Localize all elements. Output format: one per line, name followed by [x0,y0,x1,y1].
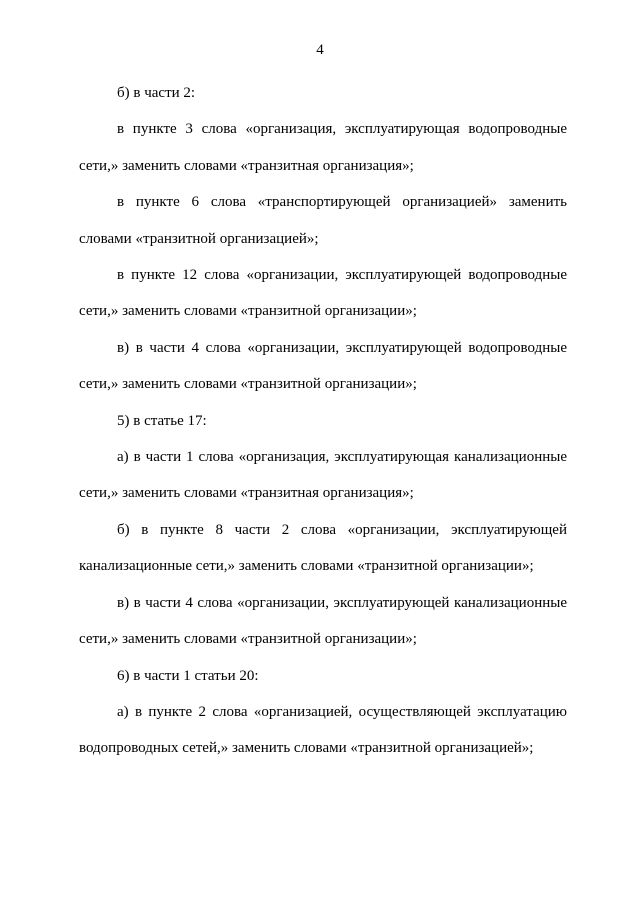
paragraph-item-12: в пункте 12 слова «организации, эксплуатирующей водопроводные сети,» заменить словами «транзитной организации»; [79,267,567,320]
paragraph-article-17-part-1: а) в части 1 слова «организация, эксплуатирующая канализационные сети,» заменить словами «транзитная организация»; [79,449,567,502]
paragraph-item-3: в пункте 3 слова «организация, эксплуатирующая водопроводные сети,» заменить словами «транзитная организация»; [79,121,567,174]
paragraph-item-6: в пункте 6 слова «транспортирующей организацией» заменить словами «транзитной организацией»; [79,194,567,247]
paragraph-article-17-part-2: б) в пункте 8 части 2 слова «организации, эксплуатирующей канализационные сети,» заменить словами «транзитной организации»; [79,521,567,575]
paragraph-article-17-part-4: в) в части 4 слова «организации, эксплуатирующей канализационные сети,» заменить словами «транзитной организации»; [79,594,567,648]
document-body [79,75,567,767]
paragraph-part-2: б) в части 2: [117,85,196,101]
paragraph-article-17: 5) в статье 17: [117,412,207,429]
paragraph-part-4: в) в части 4 слова «организации, эксплуатирующей водопроводные сети,» заменить словами «транзитной организации»; [79,339,567,393]
page-number: 4 [316,42,324,58]
paragraph-article-20: 6) в части 1 статьи 20: [117,667,259,684]
paragraph-article-20-item-2: а) в пункте 2 слова «организацией, осуществляющей эксплуатацию водопроводных сетей,» заменить словами «транзитной организацией»; [79,703,567,757]
